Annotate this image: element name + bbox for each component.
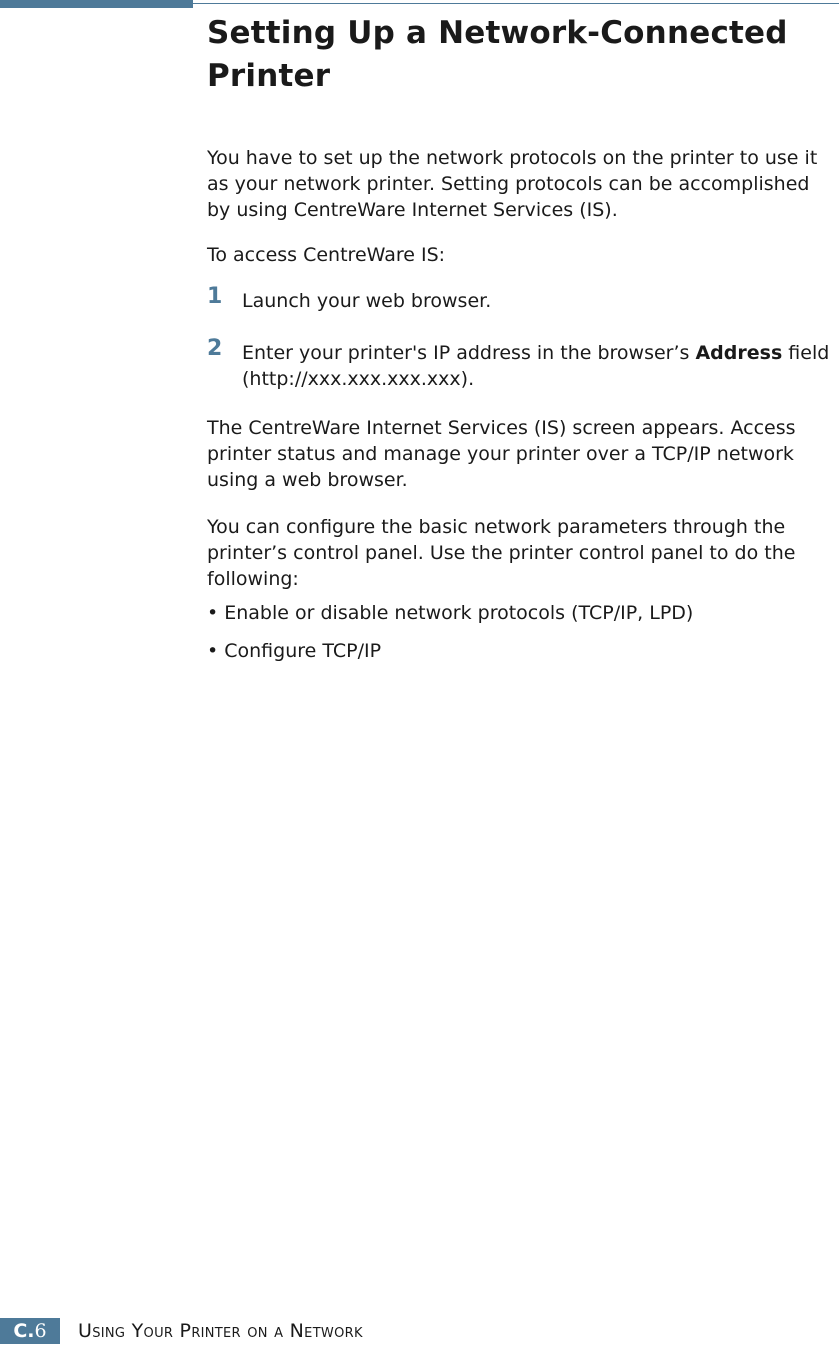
access-intro-paragraph: To access CentreWare IS:	[207, 244, 446, 266]
page-title: Setting Up a Network-Connected Printer	[207, 15, 788, 94]
header-accent-bar	[0, 0, 193, 8]
result-paragraph: The CentreWare Internet Services (IS) screen appears. Access printer status and manage your printer over a TCP/IP network using a web browser.	[207, 417, 796, 491]
step-text-before: Enter your printer's IP address in the browser’s	[242, 342, 696, 364]
step-text	[242, 342, 829, 390]
step-list	[207, 284, 837, 392]
page-prefix: C.	[13, 1320, 35, 1342]
control-panel-paragraph: You can configure the basic network parameters through the printer’s control panel. Use the printer control panel to do the following:	[207, 516, 796, 590]
header-rule	[193, 3, 839, 4]
footer-section-title: Using Your Printer on a Network	[78, 1320, 363, 1342]
step-text-after: field (http://xxx.xxx.xxx.xxx).	[242, 342, 830, 390]
page-footer	[0, 1318, 839, 1344]
page-content	[207, 12, 837, 664]
page-number: 6	[34, 1320, 47, 1342]
bullet-item: • Enable or disable network protocols (TCP/IP, LPD)	[207, 602, 694, 624]
bullet-item: • Configure TCP/IP	[207, 640, 382, 662]
step-item	[207, 284, 837, 314]
address-field-label: Address	[695, 342, 783, 364]
bullet-list	[207, 600, 837, 664]
intro-paragraph: You have to set up the network protocols on the printer to use it as your network printer. Setting protocols can be accomplished by using CentreWare Internet Services (IS).	[207, 147, 818, 221]
step-text: Launch your web browser.	[242, 290, 492, 312]
page-number-tab	[0, 1318, 60, 1344]
step-number: 2	[207, 336, 223, 361]
step-number: 1	[207, 284, 223, 309]
step-item	[207, 336, 837, 392]
